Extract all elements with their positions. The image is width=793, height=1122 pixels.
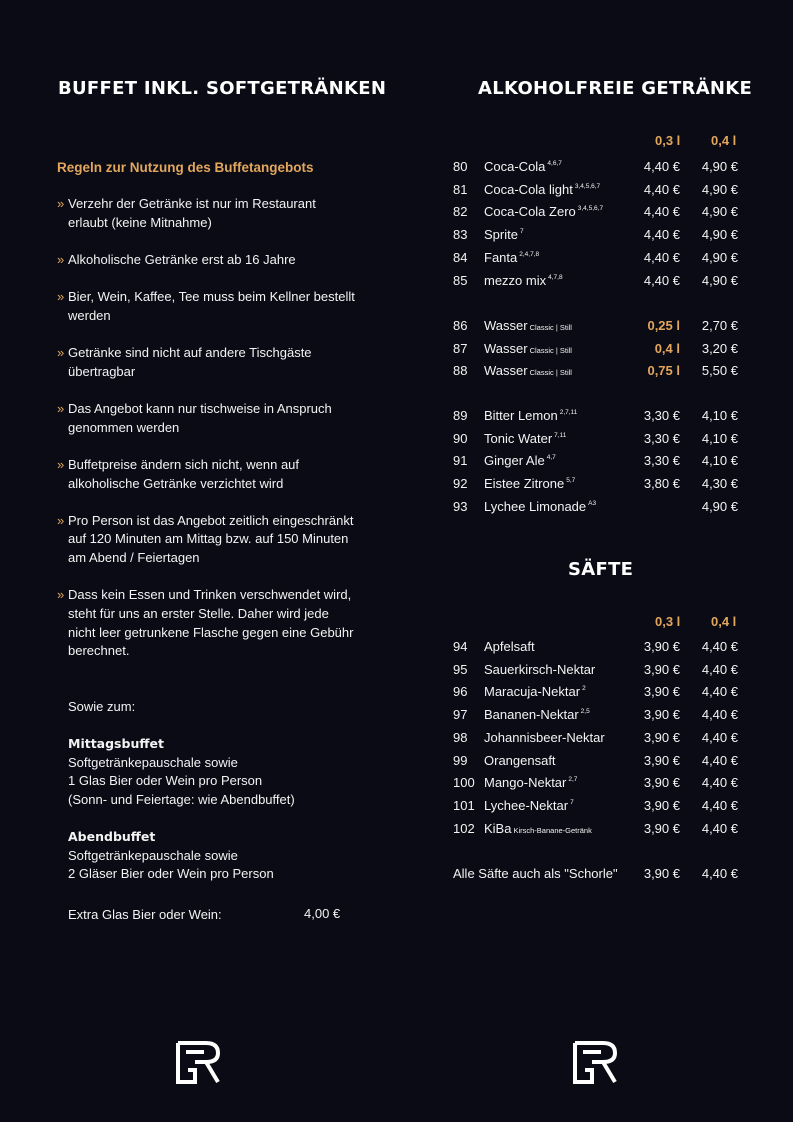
size-header-large: 0,4 l: [711, 133, 737, 148]
price-small: 4,40 €: [643, 249, 680, 265]
menu-row: [453, 684, 738, 704]
allergen-codes: 7: [519, 228, 524, 236]
item-name-wrap: [484, 273, 563, 288]
menu-row: [453, 363, 738, 383]
price-large: 4,30 €: [701, 476, 738, 492]
item-name-wrap: [484, 453, 556, 468]
item-name-wrap: [484, 431, 566, 446]
menu-row: [453, 798, 738, 818]
item-name: Eistee Zitrone: [484, 476, 565, 492]
item-name-wrap: [484, 318, 572, 333]
item-name: Apfelsaft: [484, 639, 535, 654]
item-number: 80: [453, 159, 468, 174]
item-name: mezzo mix: [484, 272, 547, 288]
item-name-wrap: [484, 341, 572, 356]
item-number: 99: [453, 752, 468, 768]
menu-row: [453, 821, 738, 841]
item-name: Maracuja-Nektar: [484, 684, 581, 700]
price-small: 3,90 €: [643, 752, 680, 768]
item-number: 96: [453, 684, 468, 700]
price-large: 4,90 €: [701, 227, 738, 243]
item-name-wrap: [484, 182, 600, 197]
abendbuffet-line: 2 Gläser Bier oder Wein pro Person: [68, 866, 274, 882]
allergen-codes: 2,5: [580, 708, 590, 716]
item-name-wrap: [484, 662, 595, 677]
rule-item: [57, 344, 357, 381]
rule-text: Bier, Wein, Kaffee, Tee muss beim Kellner bestellt werden: [68, 289, 355, 323]
menu-row: [453, 476, 738, 496]
rule-text: Verzehr der Getränke ist nur im Restaurant erlaubt (keine Mitnahme): [68, 196, 316, 230]
item-name: Wasser: [484, 340, 528, 356]
price-small: 3,90 €: [643, 661, 680, 677]
rule-text: Buffetpreise ändern sich nicht, wenn auf alkoholische Getränke verzichtet wird: [68, 456, 300, 491]
item-number: 102: [453, 820, 475, 836]
menu-row: [453, 273, 738, 293]
allergen-codes: 2: [582, 685, 586, 693]
restaurant-logo-icon: [572, 1040, 619, 1085]
allergen-codes: 4,7: [546, 454, 556, 462]
juices-title: SÄFTE: [568, 559, 634, 580]
item-number: 91: [453, 453, 468, 469]
item-name-wrap: [484, 798, 574, 813]
item-name: Bananen-Nektar: [484, 707, 579, 723]
mittagsbuffet-line: Softgetränkepauschale sowie: [68, 754, 238, 770]
price-large: 4,40 €: [701, 684, 738, 700]
item-number: 97: [453, 707, 468, 723]
price-large: 4,40 €: [701, 797, 738, 813]
volume-label: 0,25 l: [647, 318, 680, 333]
volume-label: 0,4 l: [654, 340, 680, 356]
item-number: 84: [453, 249, 468, 265]
mittagsbuffet-line: 1 Glas Bier oder Wein pro Person: [68, 773, 263, 789]
item-name: Sprite: [484, 227, 518, 243]
price-large: 4,90 €: [701, 181, 738, 197]
allergen-codes: 7,11: [554, 431, 567, 439]
price-small: 4,40 €: [643, 227, 680, 243]
price-small: 3,30 €: [643, 408, 680, 423]
item-name: Wasser: [484, 318, 528, 333]
item-name: Coca-Cola light: [484, 181, 573, 197]
menu-row: [453, 707, 738, 727]
rule-text: Das Angebot kann nur tischweise in Anspruch genommen werden: [68, 400, 332, 435]
menu-row: [453, 431, 738, 451]
item-number: 94: [453, 639, 468, 654]
item-name: Ginger Ale: [484, 453, 545, 469]
item-name-wrap: [484, 227, 524, 242]
menu-row: [453, 662, 738, 682]
rule-item: [57, 288, 357, 325]
price-large: 4,90 €: [701, 159, 738, 174]
item-number: 95: [453, 661, 468, 677]
rule-text: Getränke sind nicht auf andere Tischgäste übertragbar: [68, 345, 312, 379]
price-small: 4,40 €: [643, 159, 680, 174]
rule-item: [57, 512, 357, 568]
rule-item: [57, 586, 357, 661]
item-name-wrap: [484, 204, 603, 219]
size-header-small: 0,3 l: [655, 133, 681, 148]
price-small: 3,90 €: [643, 775, 680, 791]
item-name: Wasser: [484, 363, 528, 379]
item-name-wrap: [484, 159, 562, 174]
menu-row: [453, 250, 738, 270]
menu-row: [453, 775, 738, 795]
item-name-wrap: [484, 639, 535, 654]
item-name: Lychee-Nektar: [484, 797, 569, 813]
bullet-icon: »: [57, 512, 65, 528]
item-name: Fanta: [484, 249, 518, 265]
rule-text: Dass kein Essen und Trinken verschwendet wird, steht für uns an erster Stelle. Daher wird jede nicht leer getrunkene Flasche gegen eine Gebühr berechnet.: [68, 587, 354, 659]
menu-row: [453, 408, 738, 428]
price-large: 4,10 €: [701, 408, 738, 423]
menu-row: [453, 318, 738, 338]
allergen-codes: 2,7,11: [559, 409, 578, 416]
item-name: KiBa: [484, 820, 512, 836]
item-name: Coca-Cola: [484, 159, 546, 174]
size-header-small: 0,3 l: [655, 614, 681, 629]
item-variant: Classic | Still: [529, 323, 572, 332]
item-name: Tonic Water: [484, 430, 553, 446]
allergen-codes: 4,6,7: [547, 160, 562, 167]
price-small: 3,90 €: [643, 707, 680, 723]
item-name-wrap: [484, 408, 577, 423]
price-large: 4,10 €: [701, 430, 738, 446]
menu-row: [453, 159, 738, 179]
bullet-icon: »: [57, 289, 65, 305]
item-name: Lychee Limonade: [484, 498, 587, 514]
mittagsbuffet-title: Mittagsbuffet: [68, 736, 164, 751]
price-large: 3,20 €: [701, 340, 738, 356]
price-small: 3,90 €: [643, 639, 680, 654]
item-name-wrap: [484, 476, 575, 491]
menu-row: [453, 453, 738, 473]
menu-row: [453, 499, 738, 519]
allergen-codes: 5,7: [566, 477, 576, 485]
item-name: Sauerkirsch-Nektar: [484, 661, 596, 677]
price-small: 3,90 €: [643, 866, 680, 881]
menu-row: [453, 639, 738, 659]
item-name: Coca-Cola Zero: [484, 204, 576, 220]
item-name-wrap: [484, 775, 577, 790]
rule-item: [57, 456, 357, 493]
price-large: 4,40 €: [701, 752, 738, 768]
price-small: 3,90 €: [643, 684, 680, 700]
allergen-codes: 7: [570, 798, 574, 806]
item-name-wrap: [484, 363, 572, 378]
item-name: Johannisbeer-Nektar: [484, 729, 605, 745]
abendbuffet-block: [68, 828, 274, 884]
item-number: 87: [453, 340, 468, 356]
price-large: 4,40 €: [701, 775, 738, 791]
price-large: 4,90 €: [701, 498, 738, 514]
item-number: 83: [453, 227, 468, 243]
allergen-codes: A3: [588, 499, 597, 507]
item-name-wrap: [484, 707, 590, 722]
price-large: 4,90 €: [701, 272, 738, 288]
allergen-codes: 2,4,7,8: [519, 250, 540, 258]
volume-label: 0,75 l: [647, 363, 680, 379]
item-name-wrap: [484, 730, 605, 745]
item-number: 98: [453, 729, 468, 745]
item-name: Bitter Lemon: [484, 408, 558, 423]
item-number: 86: [453, 318, 468, 333]
abendbuffet-line: Softgetränkepauschale sowie: [68, 847, 238, 863]
item-number: 89: [453, 408, 468, 423]
extra-glass-price: 4,00 €: [304, 906, 341, 921]
extra-glass-label: Extra Glas Bier oder Wein:: [68, 907, 222, 922]
price-small: 3,90 €: [643, 797, 680, 813]
rule-item: [57, 251, 357, 270]
size-header-large: 0,4 l: [711, 614, 737, 629]
item-variant: Classic | Still: [529, 345, 572, 355]
abendbuffet-title: Abendbuffet: [68, 829, 156, 844]
price-small: 3,90 €: [643, 820, 680, 836]
allergen-codes: 2,7: [568, 776, 578, 784]
item-number: 90: [453, 430, 468, 446]
mittagsbuffet-line: (Sonn- und Feiertage: wie Abendbuffet): [68, 792, 295, 808]
schorle-row: [453, 866, 738, 886]
price-large: 2,70 €: [701, 318, 738, 333]
item-name-wrap: [484, 250, 539, 265]
menu-row: [453, 730, 738, 750]
item-variant: Classic | Still: [529, 368, 572, 378]
item-number: 101: [453, 797, 475, 813]
rules-list: [57, 195, 357, 680]
bullet-icon: »: [57, 345, 65, 361]
price-large: 4,40 €: [701, 866, 738, 881]
price-small: 3,30 €: [643, 453, 680, 469]
price-large: 4,40 €: [701, 661, 738, 677]
menu-row: [453, 204, 738, 224]
restaurant-logo-icon: [175, 1040, 222, 1085]
item-number: 100: [453, 775, 475, 791]
allergen-codes: 4,7,8: [548, 273, 563, 281]
item-name: Orangensaft: [484, 752, 556, 768]
mittagsbuffet-block: [68, 735, 295, 810]
allergen-codes: 3,4,5,6,7: [577, 205, 604, 213]
menu-row: [453, 341, 738, 361]
item-number: 92: [453, 476, 468, 492]
price-large: 4,40 €: [701, 639, 738, 654]
rule-item: [57, 195, 357, 232]
bullet-icon: »: [57, 251, 65, 267]
price-small: 4,40 €: [643, 204, 680, 220]
price-small: 3,30 €: [643, 430, 680, 446]
price-large: 4,10 €: [701, 453, 738, 469]
allergen-codes: 3,4,5,6,7: [574, 182, 601, 190]
item-number: 81: [453, 181, 468, 197]
price-small: 3,90 €: [643, 729, 680, 745]
bullet-icon: »: [57, 400, 65, 416]
item-name: Mango-Nektar: [484, 775, 567, 791]
item-number: 82: [453, 204, 468, 220]
price-large: 5,50 €: [701, 363, 738, 379]
price-small: 4,40 €: [643, 181, 680, 197]
menu-row: [453, 227, 738, 247]
bullet-icon: »: [57, 587, 65, 603]
softdrinks-title: ALKOHOLFREIE GETRÄNKE: [478, 78, 753, 99]
rule-text: Alkoholische Getränke erst ab 16 Jahre: [68, 251, 296, 267]
rule-text: Pro Person ist das Angebot zeitlich eingeschränkt auf 120 Minuten am Mittag bzw. auf 150 Minuten am Abend / Feiertagen: [68, 512, 354, 566]
item-name-wrap: [484, 499, 596, 514]
sowie-label: Sowie zum:: [68, 699, 136, 714]
item-number: 88: [453, 363, 468, 379]
item-name-wrap: [484, 753, 556, 768]
item-variant: Kirsch-Banane-Getränk: [513, 825, 592, 835]
price-large: 4,90 €: [701, 249, 738, 265]
item-number: 85: [453, 272, 468, 288]
price-large: 4,40 €: [701, 729, 738, 745]
item-name-wrap: [484, 821, 592, 836]
price-small: 3,80 €: [643, 476, 680, 492]
bullet-icon: »: [57, 196, 65, 211]
item-name-wrap: [484, 684, 586, 699]
price-large: 4,90 €: [701, 204, 738, 220]
bullet-icon: »: [57, 456, 65, 472]
price-small: 4,40 €: [643, 272, 680, 288]
rule-item: [57, 400, 357, 437]
price-large: 4,40 €: [701, 820, 738, 836]
price-large: 4,40 €: [701, 707, 738, 723]
schorle-label: Alle Säfte auch als "Schorle": [453, 866, 618, 881]
item-number: 93: [453, 498, 468, 514]
menu-row: [453, 182, 738, 202]
menu-row: [453, 753, 738, 773]
buffet-title: BUFFET INKL. SOFTGETRÄNKEN: [58, 78, 387, 99]
rules-title: Regeln zur Nutzung des Buffetangebots: [57, 160, 314, 175]
